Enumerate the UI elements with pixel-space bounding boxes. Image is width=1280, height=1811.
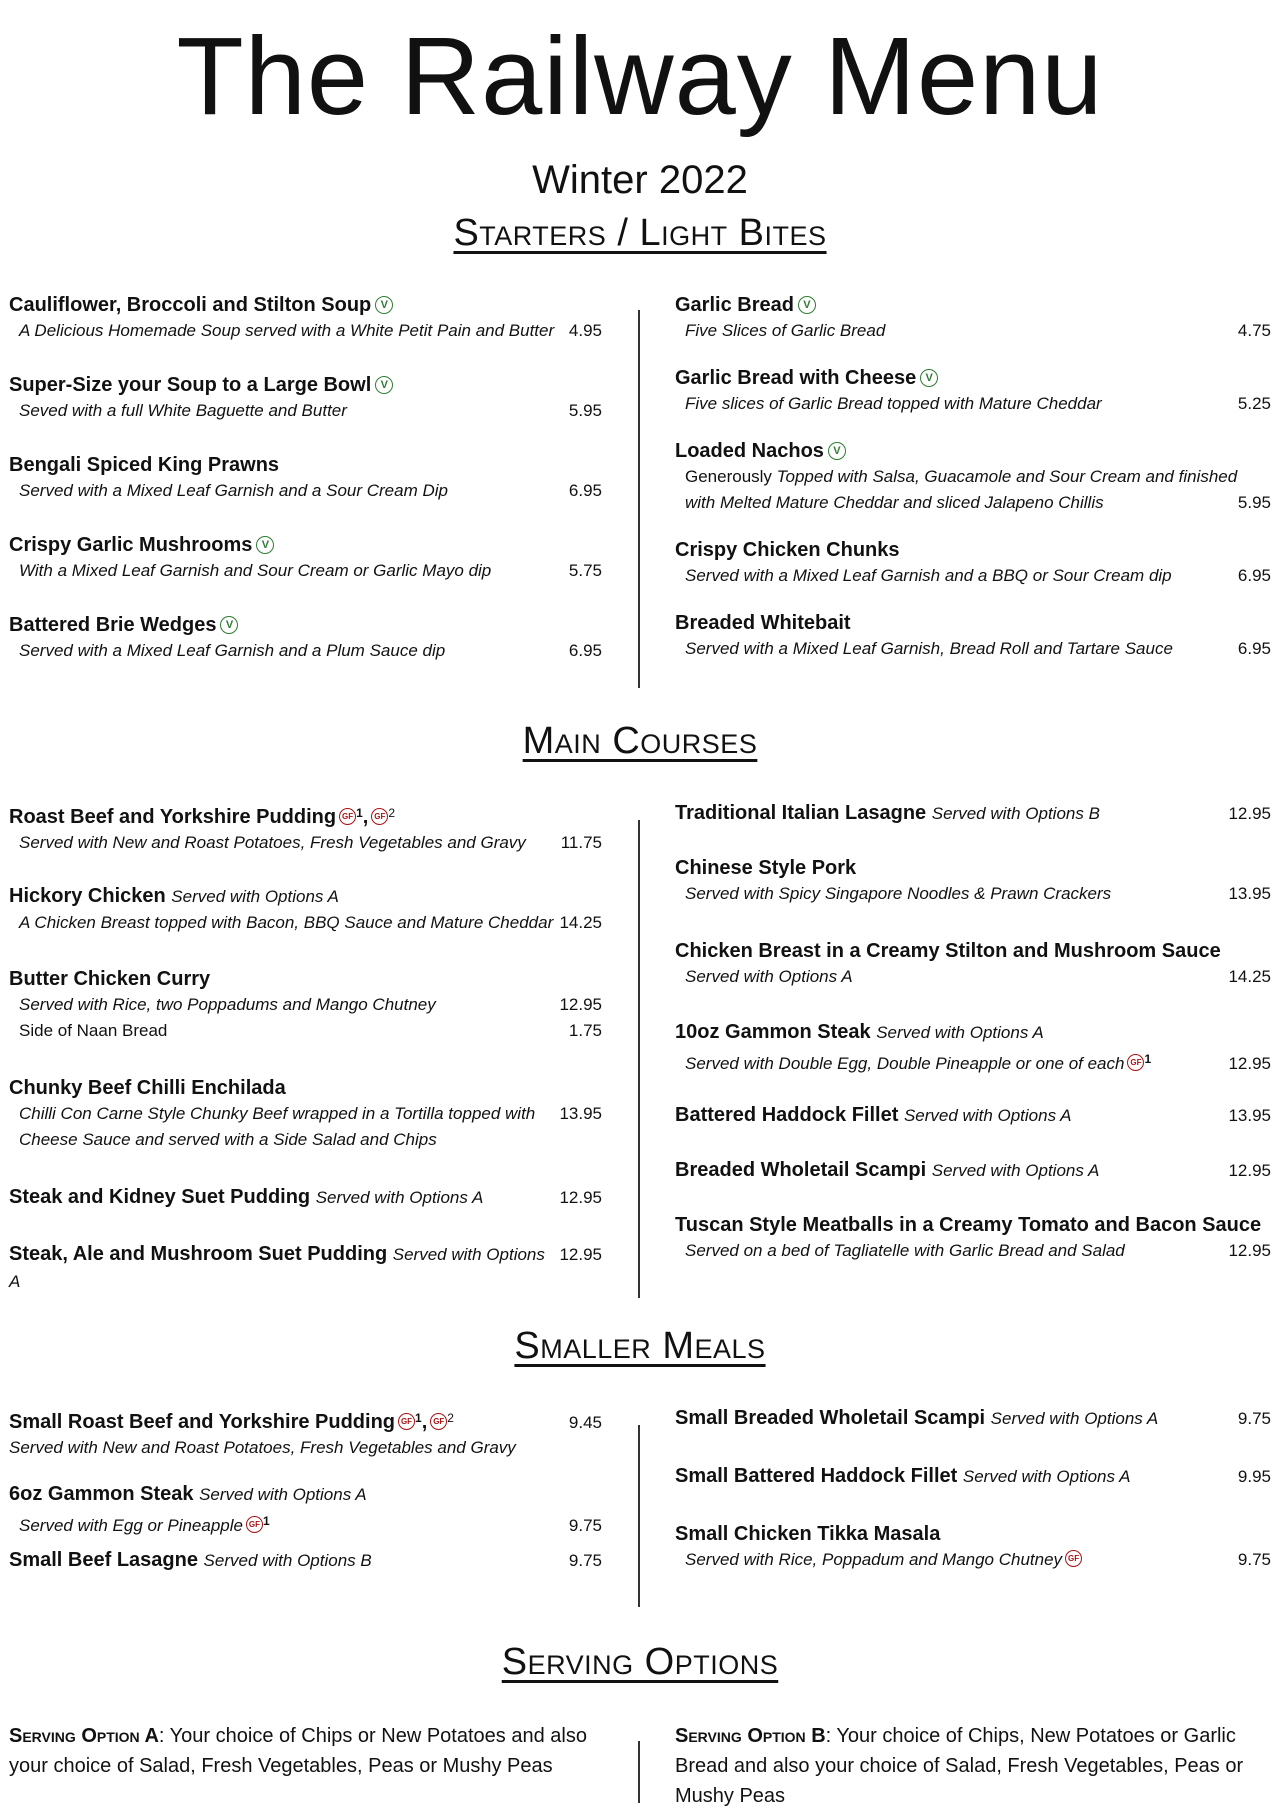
item-price: 13.95 <box>1228 884 1271 903</box>
gf-note: 1 <box>356 806 363 820</box>
menu-item <box>9 800 602 883</box>
item-description: With a Mixed Leaf Garnish and Sour Cream or Garlic Mayo dip <box>19 561 492 580</box>
item-name: Chinese Style Pork <box>675 857 857 879</box>
item-description: Served with New and Roast Potatoes, Fresh Vegetables and Gravy <box>19 833 526 852</box>
vegetarian-icon: V <box>798 296 816 314</box>
gluten-free-icon: GF <box>246 1516 263 1533</box>
item-name: 6oz Gammon Steak <box>9 1483 194 1505</box>
gluten-free-icon: GF <box>430 1413 447 1430</box>
item-price: 9.75 <box>568 1516 602 1535</box>
item-description: Served with a Mixed Leaf Garnish and a BBQ or Sour Cream dip <box>685 566 1172 585</box>
item-name: Breaded Wholetail Scampi <box>675 1159 927 1181</box>
vegetarian-icon: V <box>375 296 393 314</box>
menu-item <box>9 1481 602 1547</box>
item-price: 9.75 <box>568 1551 602 1570</box>
item-name: Battered Brie Wedges <box>9 614 217 636</box>
gluten-free-icon: GF <box>1065 1550 1082 1567</box>
item-price: 14.25 <box>1228 967 1271 986</box>
item-price: 4.75 <box>1237 321 1271 340</box>
item-name: Garlic Bread <box>675 294 794 316</box>
gf-note: 1 <box>262 1514 270 1528</box>
menu-item <box>9 1241 602 1291</box>
item-description: Seved with a full White Baguette and Butter <box>19 401 347 420</box>
item-description-line2: with Melted Mature Cheddar and sliced Jalapeno Chillis <box>685 493 1104 512</box>
item-option: Served with Options A <box>990 1409 1159 1428</box>
item-description: Chilli Con Carne Style Chunky Beef wrapped in a Tortilla topped with <box>19 1104 536 1123</box>
starters-right-column <box>640 292 1280 692</box>
item-name: Steak, Ale and Mushroom Suet Pudding <box>9 1243 388 1265</box>
item-price: 12.95 <box>1228 1241 1271 1260</box>
menu-item <box>9 612 602 692</box>
serving-options-section <box>0 1641 1280 1811</box>
item-price: 6.95 <box>568 481 602 500</box>
item-name: Loaded Nachos <box>675 440 824 462</box>
item-price: 12.95 <box>559 995 602 1014</box>
item-name: Butter Chicken Curry <box>9 968 211 990</box>
item-price: 13.95 <box>559 1104 602 1123</box>
item-option: Served with Options B <box>931 804 1100 823</box>
menu-item <box>675 610 1271 683</box>
item-description: Served on a bed of Tagliatelle with Garlic Bread and Salad <box>685 1241 1125 1260</box>
menu-header <box>0 0 1280 203</box>
section-heading: Starters / Light Bites <box>453 212 827 254</box>
item-name: Tuscan Style Meatballs in a Creamy Tomato and Bacon Sauce <box>675 1214 1262 1236</box>
item-description: A Delicious Homemade Soup served with a White Petit Pain and Butter <box>19 321 555 340</box>
item-price: 5.95 <box>1237 493 1271 512</box>
item-price: 4.95 <box>568 321 602 340</box>
gluten-free-icon: GF <box>339 808 356 825</box>
vegetarian-icon: V <box>375 376 393 394</box>
menu-item <box>9 1405 602 1481</box>
item-description: Served with a Mixed Leaf Garnish, Bread Roll and Tartare Sauce <box>685 639 1173 658</box>
item-name: Small Chicken Tikka Masala <box>675 1523 941 1545</box>
item-description: Served with Double Egg, Double Pineapple or one of each <box>685 1054 1125 1073</box>
item-description: Served with a Mixed Leaf Garnish and a Sour Cream Dip <box>19 481 448 500</box>
item-option: Served with Options A <box>876 1023 1044 1042</box>
item-price: 6.95 <box>1237 566 1271 585</box>
item-name: Small Battered Haddock Fillet <box>675 1465 958 1487</box>
menu-item <box>9 1075 602 1184</box>
option-label: Serving Option A <box>9 1725 159 1747</box>
item-name: Small Breaded Wholetail Scampi <box>675 1407 986 1429</box>
item-option: Served with Options A <box>931 1161 1100 1180</box>
item-option: Served with Options A <box>962 1467 1131 1486</box>
item-price: 6.95 <box>568 641 602 660</box>
vegetarian-icon: V <box>828 442 846 460</box>
item-price: 5.95 <box>568 401 602 420</box>
item-description: Served with a Mixed Leaf Garnish and a Plum Sauce dip <box>19 641 446 660</box>
menu-item <box>675 1102 1271 1157</box>
menu-item <box>675 1521 1271 1581</box>
item-option: Served with Options B <box>203 1551 372 1570</box>
item-description: Served with Options A <box>685 967 853 986</box>
item-description: Five slices of Garlic Bread topped with Mature Cheddar <box>685 394 1102 413</box>
gluten-free-icon: GF <box>371 808 388 825</box>
item-option: Served with Options A <box>315 1188 484 1207</box>
item-price: 9.95 <box>1237 1467 1271 1486</box>
gf-note: 2 <box>388 806 396 820</box>
section-heading: Smaller Meals <box>514 1325 766 1367</box>
vegetarian-icon: V <box>256 536 274 554</box>
vegetarian-icon: V <box>220 616 238 634</box>
item-name: Small Beef Lasagne <box>9 1549 198 1571</box>
menu-item <box>9 452 602 532</box>
item-price: 12.95 <box>1228 804 1271 823</box>
menu-item <box>9 292 602 372</box>
separator: , <box>362 806 369 828</box>
starters-section <box>0 212 1280 692</box>
menu-item <box>675 438 1271 537</box>
item-price: 5.25 <box>1237 394 1271 413</box>
section-heading: Main Courses <box>522 720 758 762</box>
menu-item <box>675 800 1271 855</box>
menu-item <box>675 1157 1271 1212</box>
mains-right-column <box>640 800 1280 1281</box>
item-description: Served with Egg or Pineapple <box>19 1516 243 1535</box>
section-heading: Serving Options <box>501 1641 779 1683</box>
item-description: Five Slices of Garlic Bread <box>685 321 886 340</box>
item-name: Battered Haddock Fillet <box>675 1104 899 1126</box>
item-extra: Side of Naan Bread <box>19 1021 168 1040</box>
item-name: Garlic Bread with Cheese <box>675 367 917 389</box>
smaller-left-column <box>0 1405 640 1587</box>
gf-note: 1 <box>1144 1052 1152 1066</box>
item-price: 5.75 <box>568 561 602 580</box>
page-subtitle: Winter 2022 <box>532 158 748 202</box>
item-price: 6.95 <box>1237 639 1271 658</box>
menu-item <box>9 883 602 966</box>
menu-item <box>9 1547 602 1587</box>
item-price: 13.95 <box>1228 1106 1271 1125</box>
item-name: Bengali Spiced King Prawns <box>9 454 280 476</box>
item-name: Roast Beef and Yorkshire Pudding <box>9 806 337 828</box>
smaller-right-column <box>640 1405 1280 1587</box>
item-name: Small Roast Beef and Yorkshire Pudding <box>9 1411 396 1433</box>
mains-left-column <box>0 800 640 1291</box>
serving-option-b <box>640 1721 1280 1811</box>
gluten-free-icon: GF <box>398 1413 415 1430</box>
item-description: Served with Rice, two Poppadums and Mango Chutney <box>19 995 436 1014</box>
item-price: 9.75 <box>1237 1409 1271 1428</box>
item-extra-price: 1.75 <box>568 1021 602 1040</box>
gf-note: 1 <box>415 1411 422 1425</box>
menu-item <box>9 532 602 612</box>
item-option: Served with Options A <box>199 1485 367 1504</box>
item-price: 12.95 <box>559 1245 602 1264</box>
option-label: Serving Option B <box>675 1725 826 1747</box>
menu-item <box>675 365 1271 438</box>
serving-option-a <box>0 1721 640 1811</box>
gluten-free-icon: GF <box>1127 1054 1144 1071</box>
menu-item <box>675 1212 1271 1272</box>
item-description: Served with New and Roast Potatoes, Fresh Vegetables and Gravy <box>9 1438 516 1457</box>
menu-item <box>9 966 602 1075</box>
item-description: Topped with Salsa, Guacamole and Sour Cream and finished <box>776 467 1238 486</box>
menu-item <box>675 1019 1271 1102</box>
item-description-prefix: Generously <box>685 467 777 486</box>
starters-left-column <box>0 292 640 692</box>
item-name: Chunky Beef Chilli Enchilada <box>9 1077 286 1099</box>
menu-item <box>675 855 1271 938</box>
item-price: 9.75 <box>1237 1550 1271 1569</box>
item-name: Super-Size your Soup to a Large Bowl <box>9 374 372 396</box>
menu-item <box>675 537 1271 610</box>
item-description: Served with Spicy Singapore Noodles & Prawn Crackers <box>685 884 1112 903</box>
option-text: : Your choice of Chips, New Potatoes or Garlic Bread and also your choice of Salad, Fresh Vegetables, Peas or Mushy Peas <box>675 1725 1244 1807</box>
item-price: 12.95 <box>1228 1161 1271 1180</box>
vegetarian-icon: V <box>920 369 938 387</box>
item-name: Breaded Whitebait <box>675 612 851 634</box>
menu-item <box>675 292 1271 365</box>
menu-item <box>675 1463 1271 1521</box>
menu-item <box>9 372 602 452</box>
item-price: 11.75 <box>560 833 602 852</box>
smaller-meals-section <box>0 1325 1280 1587</box>
item-name: Traditional Italian Lasagne <box>675 802 927 824</box>
gf-note: 2 <box>447 1411 454 1425</box>
item-name: Crispy Garlic Mushrooms <box>9 534 253 556</box>
item-name: 10oz Gammon Steak <box>675 1021 871 1043</box>
option-text: : Your choice of Chips or New Potatoes and also your choice of Salad, Fresh Vegetables, Peas or Mushy Peas <box>9 1725 587 1777</box>
item-price: 14.25 <box>559 913 602 932</box>
menu-item <box>675 938 1271 1019</box>
item-description-line2: Cheese Sauce and served with a Side Salad and Chips <box>19 1130 437 1149</box>
item-name: Crispy Chicken Chunks <box>675 539 900 561</box>
menu-item <box>675 1405 1271 1463</box>
item-price: 12.95 <box>559 1188 602 1207</box>
item-name: Chicken Breast in a Creamy Stilton and Mushroom Sauce <box>675 940 1221 962</box>
item-description: A Chicken Breast topped with Bacon, BBQ Sauce and Mature Cheddar <box>19 913 554 932</box>
item-price: 9.45 <box>568 1413 602 1432</box>
item-price: 12.95 <box>1228 1054 1271 1073</box>
mains-section <box>0 720 1280 1291</box>
item-name: Steak and Kidney Suet Pudding <box>9 1186 311 1208</box>
item-option: Served with Options A <box>171 887 339 906</box>
page-title: The Railway Menu <box>176 15 1104 138</box>
item-name: Hickory Chicken <box>9 885 166 907</box>
item-description: Served with Rice, Poppadum and Mango Chutney <box>685 1550 1063 1569</box>
separator: , <box>421 1411 428 1433</box>
item-option: Served with Options A <box>903 1106 1072 1125</box>
menu-item <box>9 1184 602 1241</box>
item-option: Served with Options A <box>9 1245 545 1291</box>
item-name: Cauliflower, Broccoli and Stilton Soup <box>9 294 372 316</box>
